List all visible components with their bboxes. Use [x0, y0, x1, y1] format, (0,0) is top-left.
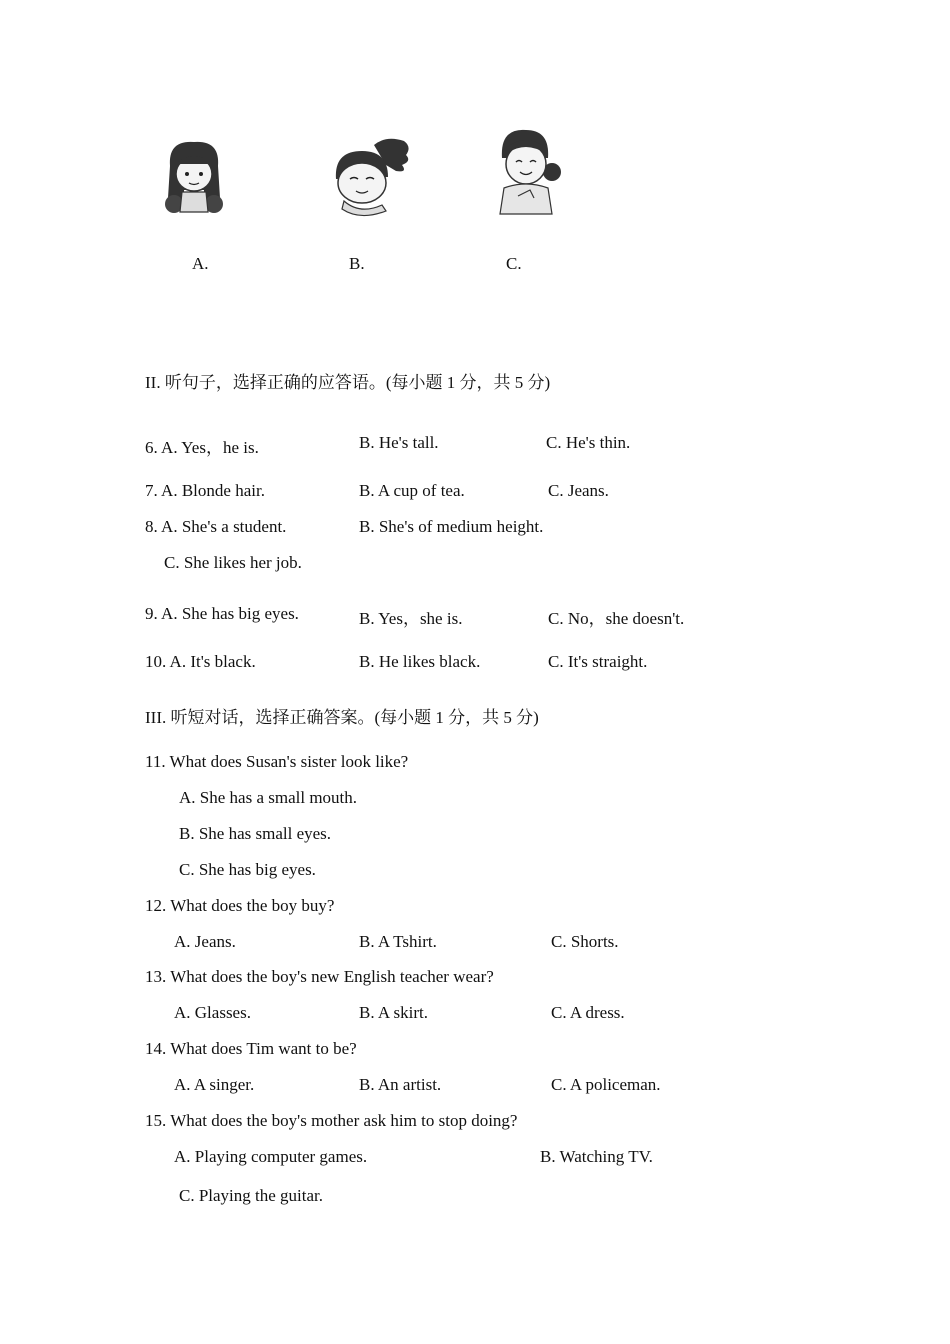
q9-option-b: B. Yes，she is.	[359, 609, 463, 628]
q7-option-c: C. Jeans.	[548, 481, 609, 500]
q9-option-a: 9. A. She has big eyes.	[145, 604, 299, 623]
section-2-heading: II. 听句子，选择正确的应答语。(每小题 1 分，共 5 分)	[145, 373, 551, 392]
q15-question: 15. What does the boy's mother ask him to stop doing?	[145, 1111, 518, 1130]
picture-b	[330, 135, 415, 220]
q12-option-c: C. Shorts.	[551, 932, 619, 951]
q10-option-b: B. He likes black.	[359, 652, 481, 671]
q13-option-b: B. A skirt.	[359, 1003, 428, 1022]
q13-option-a: A. Glasses.	[174, 1003, 251, 1022]
q11-option-c: C. She has big eyes.	[179, 860, 316, 879]
q13-question: 13. What does the boy's new English teacher wear?	[145, 967, 494, 986]
girl-long-hair-icon	[160, 138, 228, 220]
q15-option-a: A. Playing computer games.	[174, 1147, 368, 1166]
q13-option-c: C. A dress.	[551, 1003, 625, 1022]
q14-option-b: B. An artist.	[359, 1075, 442, 1094]
q14-question: 14. What does Tim want to be?	[145, 1039, 357, 1058]
q14-option-c: C. A policeman.	[551, 1075, 661, 1094]
picture-label-c: C.	[506, 254, 522, 273]
q15-option-c: C. Playing the guitar.	[179, 1186, 324, 1205]
q11-question: 11. What does Susan's sister look like?	[145, 752, 409, 771]
q7-option-a: 7. A. Blonde hair.	[145, 481, 265, 500]
section-3-heading: III. 听短对话，选择正确答案。(每小题 1 分，共 5 分)	[145, 708, 539, 727]
q15-option-b: B. Watching TV.	[540, 1147, 653, 1166]
q8-option-b: B. She's of medium height.	[359, 517, 544, 536]
q12-option-a: A. Jeans.	[174, 932, 236, 951]
q6-option-b: B. He's tall.	[359, 433, 439, 452]
q8-option-a: 8. A. She's a student.	[145, 517, 287, 536]
picture-label-b: B.	[349, 254, 365, 273]
q10-option-c: C. It's straight.	[548, 652, 648, 671]
q11-option-b: B. She has small eyes.	[179, 824, 332, 843]
q10-option-a: 10. A. It's black.	[145, 652, 256, 671]
q9-option-c: C. No，she doesn't.	[548, 609, 685, 628]
picture-label-a: A.	[192, 254, 209, 273]
picture-a	[160, 138, 228, 220]
girl-ponytail-icon	[330, 135, 415, 220]
q8-option-c: C. She likes her job.	[164, 553, 302, 572]
q11-option-a: A. She has a small mouth.	[179, 788, 358, 807]
q14-option-a: A. A singer.	[174, 1075, 255, 1094]
girl-smiling-icon	[490, 126, 565, 216]
q6-option-a: 6. A. Yes，he is.	[145, 438, 259, 457]
q6-option-c: C. He's thin.	[546, 433, 631, 452]
q12-option-b: B. A Tshirt.	[359, 932, 437, 951]
picture-c	[490, 126, 565, 216]
q7-option-b: B. A cup of tea.	[359, 481, 465, 500]
q12-question: 12. What does the boy buy?	[145, 896, 335, 915]
